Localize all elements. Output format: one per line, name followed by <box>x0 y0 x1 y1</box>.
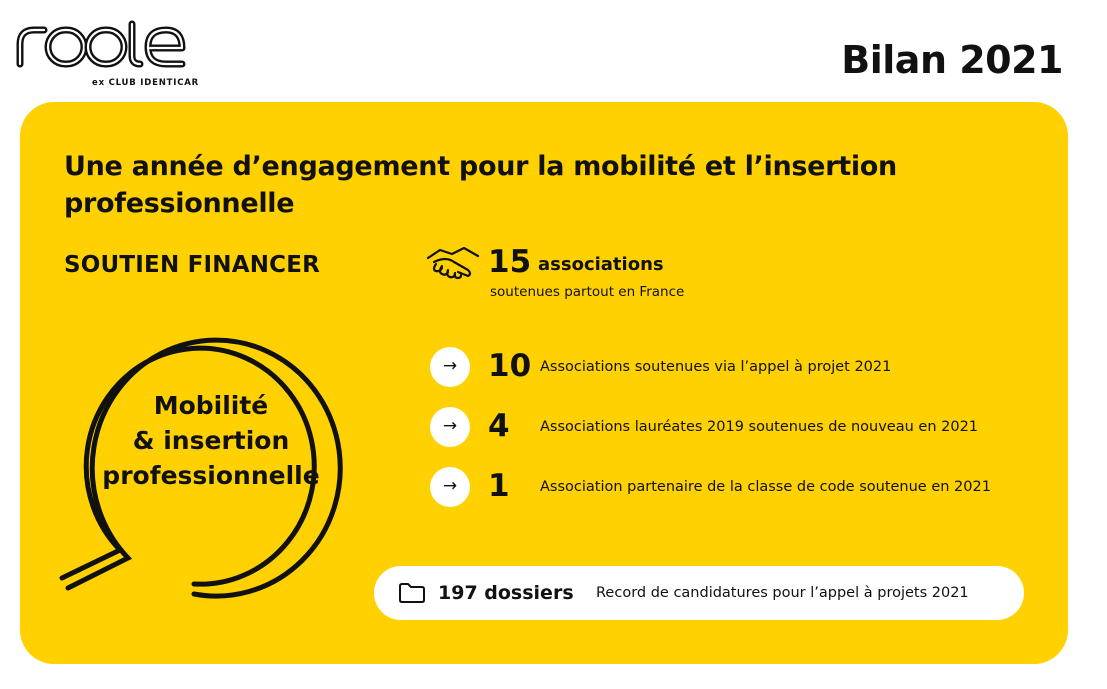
record-count: 197 dossiers <box>438 582 574 604</box>
bubble-text <box>76 388 346 493</box>
detail-row <box>430 407 1050 447</box>
bubble-line-3: professionnelle <box>102 461 320 490</box>
bubble-line-1: Mobilité <box>153 391 269 420</box>
summary-card <box>20 102 1068 664</box>
associations-summary <box>424 242 844 302</box>
page-title: Bilan 2021 <box>841 38 1063 82</box>
detail-number: 4 <box>488 408 510 444</box>
card-headline: Une année d’engagement pour la mobilité et l’insertion professionnelle <box>64 151 897 219</box>
detail-text: Associations soutenues via l’appel à projet 2021 <box>540 359 892 375</box>
folder-icon <box>398 582 426 604</box>
associations-count: 15 <box>488 244 532 280</box>
arrow-right-icon: → <box>430 347 470 387</box>
record-text: Record de candidatures pour l’appel à projets 2021 <box>596 585 969 601</box>
handshake-icon <box>424 244 484 282</box>
section-label: SOUTIEN FINANCER <box>64 252 321 278</box>
arrow-right-icon: → <box>430 407 470 447</box>
detail-row <box>430 347 1050 387</box>
bubble-line-2: & insertion <box>132 426 290 455</box>
record-pill <box>374 566 1024 620</box>
roole-wordmark-icon <box>16 20 188 68</box>
roole-logo <box>16 20 199 90</box>
associations-subtitle: soutenues partout en France <box>490 284 685 300</box>
detail-row <box>430 467 1050 507</box>
detail-number: 10 <box>488 348 532 384</box>
logo-subtitle: ex CLUB IDENTICAR <box>92 78 199 88</box>
associations-label: associations <box>538 254 664 275</box>
detail-text: Associations lauréates 2019 soutenues de nouveau en 2021 <box>540 419 979 435</box>
detail-text: Association partenaire de la classe de code soutenue en 2021 <box>540 479 991 495</box>
arrow-right-icon: → <box>430 467 470 507</box>
detail-number: 1 <box>488 468 510 504</box>
